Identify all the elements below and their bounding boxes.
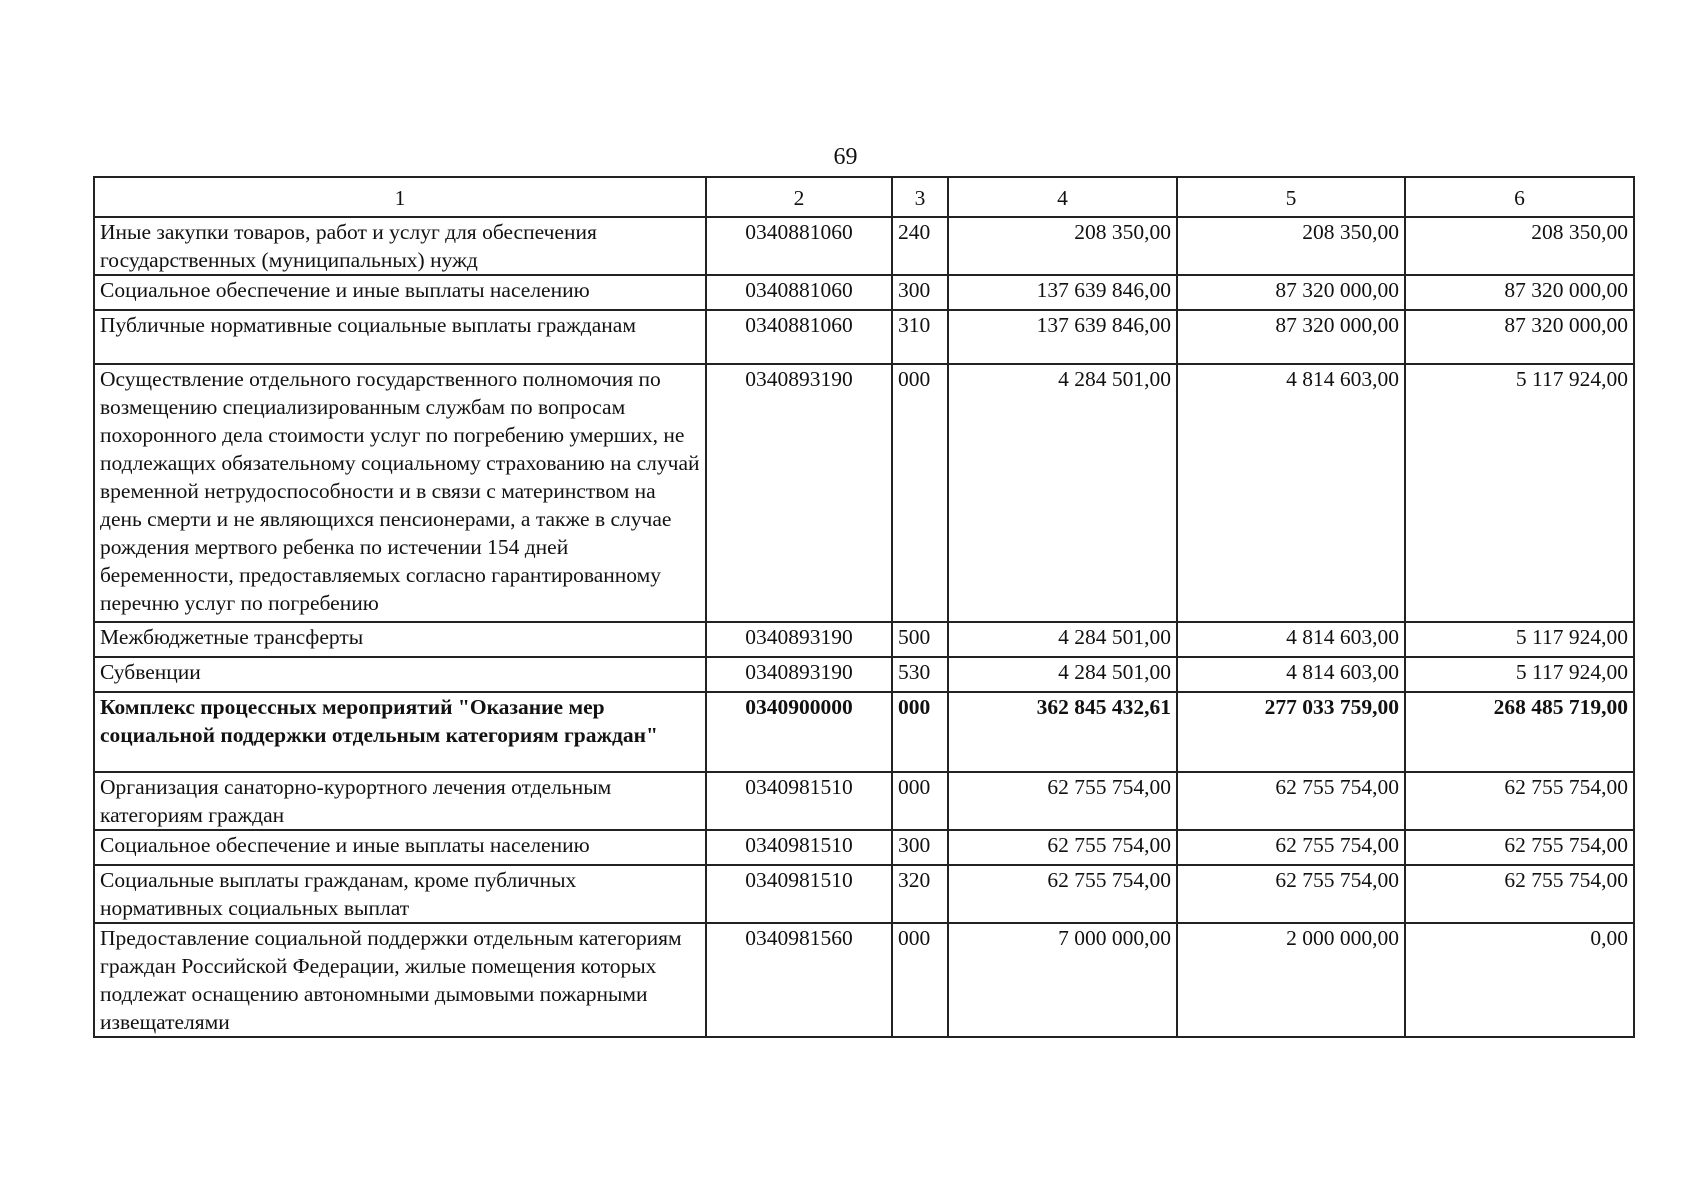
- row-value-col4-cell: 4 284 501,00: [948, 657, 1177, 692]
- row-name-cell: Организация санаторно-курортного лечения отдельным категориям граждан: [94, 772, 706, 830]
- row-code-cell: 0340893190: [706, 364, 892, 622]
- row-value-col5-cell: 62 755 754,00: [1177, 830, 1405, 865]
- row-code-cell: 0340981510: [706, 830, 892, 865]
- row-value-col4-cell: 62 755 754,00: [948, 830, 1177, 865]
- table-row: [94, 923, 1634, 1037]
- row-value-col6-cell: 5 117 924,00: [1405, 364, 1634, 622]
- row-type-cell: 530: [892, 657, 948, 692]
- row-value-col6-cell: 268 485 719,00: [1405, 692, 1634, 772]
- row-type-cell: 000: [892, 364, 948, 622]
- row-value-col4-cell: 137 639 846,00: [948, 310, 1177, 364]
- row-value-col6-cell: 87 320 000,00: [1405, 310, 1634, 364]
- row-name-cell: Межбюджетные трансферты: [94, 622, 706, 657]
- row-value-col5-cell: 2 000 000,00: [1177, 923, 1405, 1037]
- table-row: [94, 692, 1634, 772]
- row-value-col4-cell: 7 000 000,00: [948, 923, 1177, 1037]
- table-row: [94, 622, 1634, 657]
- budget-table-body: [94, 177, 1634, 1037]
- row-code-cell: 0340881060: [706, 217, 892, 275]
- budget-table: [93, 176, 1635, 1038]
- row-value-col5-cell: 208 350,00: [1177, 217, 1405, 275]
- row-value-col5-cell: 4 814 603,00: [1177, 364, 1405, 622]
- table-row: [94, 310, 1634, 364]
- row-code-cell: 0340893190: [706, 622, 892, 657]
- row-value-col4-cell: 4 284 501,00: [948, 622, 1177, 657]
- row-name-cell: Социальные выплаты гражданам, кроме публичных нормативных социальных выплат: [94, 865, 706, 923]
- row-name-cell: Комплекс процессных мероприятий "Оказание мер социальной поддержки отдельным категориям граждан": [94, 692, 706, 772]
- row-name-cell: Иные закупки товаров, работ и услуг для обеспечения государственных (муниципальных) нужд: [94, 217, 706, 275]
- column-number-6: 6: [1405, 177, 1634, 217]
- row-type-cell: 310: [892, 310, 948, 364]
- row-value-col4-cell: 62 755 754,00: [948, 772, 1177, 830]
- row-type-cell: 000: [892, 692, 948, 772]
- column-number-4: 4: [948, 177, 1177, 217]
- row-type-cell: 000: [892, 923, 948, 1037]
- row-value-col4-cell: 62 755 754,00: [948, 865, 1177, 923]
- row-name-cell: Предоставление социальной поддержки отдельным категориям граждан Российской Федерации, жилые помещения которых подлежат оснащению автономными дымовыми пожарными извещателями: [94, 923, 706, 1037]
- row-value-col4-cell: 208 350,00: [948, 217, 1177, 275]
- row-value-col6-cell: 87 320 000,00: [1405, 275, 1634, 310]
- table-row: [94, 217, 1634, 275]
- column-number-row: [94, 177, 1634, 217]
- column-number-5: 5: [1177, 177, 1405, 217]
- table-row: [94, 364, 1634, 622]
- row-value-col6-cell: 62 755 754,00: [1405, 865, 1634, 923]
- column-number-1: 1: [94, 177, 706, 217]
- row-code-cell: 0340981560: [706, 923, 892, 1037]
- row-value-col6-cell: 208 350,00: [1405, 217, 1634, 275]
- table-row: [94, 275, 1634, 310]
- row-value-col5-cell: 87 320 000,00: [1177, 310, 1405, 364]
- row-code-cell: 0340900000: [706, 692, 892, 772]
- row-type-cell: 000: [892, 772, 948, 830]
- row-type-cell: 300: [892, 830, 948, 865]
- row-type-cell: 500: [892, 622, 948, 657]
- row-code-cell: 0340893190: [706, 657, 892, 692]
- row-value-col5-cell: 62 755 754,00: [1177, 772, 1405, 830]
- table-row: [94, 772, 1634, 830]
- row-code-cell: 0340881060: [706, 310, 892, 364]
- row-code-cell: 0340981510: [706, 865, 892, 923]
- row-name-cell: Социальное обеспечение и иные выплаты населению: [94, 830, 706, 865]
- row-value-col5-cell: 87 320 000,00: [1177, 275, 1405, 310]
- row-value-col6-cell: 5 117 924,00: [1405, 657, 1634, 692]
- row-value-col6-cell: 0,00: [1405, 923, 1634, 1037]
- table-row: [94, 657, 1634, 692]
- row-value-col5-cell: 62 755 754,00: [1177, 865, 1405, 923]
- row-value-col6-cell: 5 117 924,00: [1405, 622, 1634, 657]
- row-name-cell: Социальное обеспечение и иные выплаты населению: [94, 275, 706, 310]
- row-value-col4-cell: 362 845 432,61: [948, 692, 1177, 772]
- row-value-col4-cell: 137 639 846,00: [948, 275, 1177, 310]
- row-value-col6-cell: 62 755 754,00: [1405, 772, 1634, 830]
- column-number-2: 2: [706, 177, 892, 217]
- row-value-col5-cell: 277 033 759,00: [1177, 692, 1405, 772]
- table-row: [94, 865, 1634, 923]
- row-value-col5-cell: 4 814 603,00: [1177, 622, 1405, 657]
- row-name-cell: Субвенции: [94, 657, 706, 692]
- column-number-3: 3: [892, 177, 948, 217]
- row-name-cell: Осуществление отдельного государственного полномочия по возмещению специализированным службам по вопросам похоронного дела стоимости услуг по погребению умерших, не подлежащих обязательному социальному страхованию на случай временной нетрудоспособности и в связи с материнством на день смерти и не являющихся пенсионерами, а также в случае рождения мертвого ребенка по истечении 154 дней беременности, предоставляемых согласно гарантированному перечню услуг по погребению: [94, 364, 706, 622]
- row-code-cell: 0340981510: [706, 772, 892, 830]
- row-value-col4-cell: 4 284 501,00: [948, 364, 1177, 622]
- row-type-cell: 300: [892, 275, 948, 310]
- page-number: 69: [833, 144, 858, 170]
- row-type-cell: 320: [892, 865, 948, 923]
- row-value-col6-cell: 62 755 754,00: [1405, 830, 1634, 865]
- row-type-cell: 240: [892, 217, 948, 275]
- row-code-cell: 0340881060: [706, 275, 892, 310]
- row-name-cell: Публичные нормативные социальные выплаты гражданам: [94, 310, 706, 364]
- row-value-col5-cell: 4 814 603,00: [1177, 657, 1405, 692]
- table-row: [94, 830, 1634, 865]
